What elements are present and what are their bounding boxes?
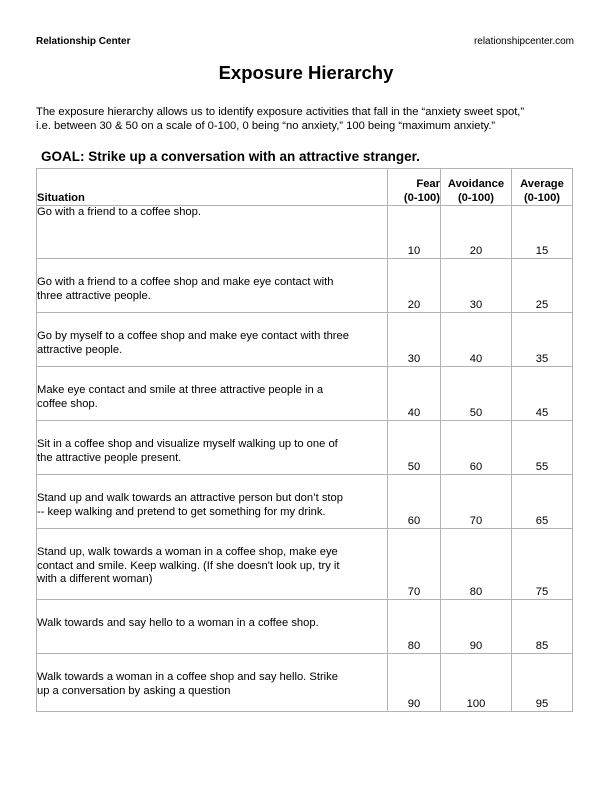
situation-line: with a different woman) (37, 573, 153, 585)
table-row (37, 654, 573, 712)
situation-line: up a conversation by asking a question (37, 684, 231, 697)
average-cell: 45 (512, 367, 573, 421)
average-cell: 85 (512, 600, 573, 654)
header-avoidance-label: Avoidance (447, 178, 505, 190)
avoidance-cell: 100 (441, 654, 512, 712)
situation-cell (37, 367, 388, 421)
situation-line: Sit in a coffee shop and visualize myself walking up to one of (37, 438, 338, 450)
situation-cell (37, 475, 388, 529)
table-header-row (37, 169, 573, 206)
header-situation (37, 169, 388, 206)
fear-cell: 70 (388, 529, 441, 600)
table-row (37, 475, 573, 529)
situation-cell (37, 421, 388, 475)
exposure-hierarchy-table (36, 168, 573, 712)
avoidance-cell: 90 (441, 600, 512, 654)
header-fear-scale: (0-100) (403, 191, 440, 204)
situation-line: the attractive people present. (37, 451, 182, 464)
header-avoidance (441, 169, 512, 206)
average-cell: 15 (512, 206, 573, 259)
fear-cell: 30 (388, 313, 441, 367)
fear-cell: 80 (388, 600, 441, 654)
goal-heading: GOAL: Strike up a conversation with an attractive stranger. (41, 149, 420, 164)
avoidance-cell: 70 (441, 475, 512, 529)
header-fear (388, 169, 441, 206)
header-situation-label: Situation (37, 191, 85, 204)
situation-line: -- keep walking and pretend to get something for my drink. (37, 505, 326, 518)
situation-cell (37, 206, 388, 259)
intro-line-1: The exposure hierarchy allows us to identify exposure activities that fall in the “anxiety sweet spot,” (36, 106, 525, 118)
header-average-label: Average (520, 178, 564, 190)
situation-line: Stand up and walk towards an attractive person but don’t stop (37, 492, 343, 504)
table-row (37, 600, 573, 654)
table-row (37, 421, 573, 475)
situation-line: Walk towards and say hello to a woman in a coffee shop. (37, 617, 319, 629)
situation-cell (37, 313, 388, 367)
fear-cell: 20 (388, 259, 441, 313)
table-row (37, 313, 573, 367)
intro-line-2: i.e. between 30 & 50 on a scale of 0-100, 0 being “no anxiety,” 100 being “maximum anxiety.” (36, 120, 496, 132)
average-cell: 65 (512, 475, 573, 529)
situation-cell (37, 259, 388, 313)
average-cell: 95 (512, 654, 573, 712)
fear-cell: 90 (388, 654, 441, 712)
avoidance-cell: 30 (441, 259, 512, 313)
situation-cell (37, 529, 388, 600)
average-cell: 75 (512, 529, 573, 600)
situation-line: Make eye contact and smile at three attractive people in a (37, 384, 324, 396)
situation-line: attractive people. (37, 343, 123, 356)
fear-cell: 50 (388, 421, 441, 475)
avoidance-cell: 50 (441, 367, 512, 421)
header-website: relationshipcenter.com (473, 36, 574, 47)
header-fear-label: Fear (416, 178, 440, 190)
avoidance-cell: 20 (441, 206, 512, 259)
header-average (512, 169, 573, 206)
page-title: Exposure Hierarchy (218, 62, 394, 83)
average-cell: 35 (512, 313, 573, 367)
table-row (37, 367, 573, 421)
situation-line: Go with a friend to a coffee shop and make eye contact with (37, 276, 334, 288)
average-cell: 55 (512, 421, 573, 475)
fear-cell: 40 (388, 367, 441, 421)
header-avoidance-scale: (0-100) (457, 191, 495, 204)
table-row (37, 529, 573, 600)
situation-cell (37, 654, 388, 712)
situation-line: coffee shop. (37, 397, 98, 410)
situation-line: Go by myself to a coffee shop and make eye contact with three (37, 330, 349, 342)
header-average-scale: (0-100) (523, 191, 561, 204)
situation-line: contact and smile. Keep walking. (If she doesn't look up, try it (37, 559, 340, 572)
situation-line: Go with a friend to a coffee shop. (37, 206, 201, 218)
situation-cell (37, 600, 388, 654)
table-row (37, 206, 573, 259)
fear-cell: 10 (388, 206, 441, 259)
avoidance-cell: 80 (441, 529, 512, 600)
fear-cell: 60 (388, 475, 441, 529)
situation-line: three attractive people. (37, 289, 151, 302)
situation-line: Stand up, walk towards a woman in a coffee shop, make eye (37, 546, 338, 558)
average-cell: 25 (512, 259, 573, 313)
situation-line: Walk towards a woman in a coffee shop and say hello. Strike (37, 671, 338, 683)
intro-paragraph (36, 105, 581, 133)
avoidance-cell: 60 (441, 421, 512, 475)
header-org-name: Relationship Center (36, 36, 131, 47)
table-row (37, 259, 573, 313)
avoidance-cell: 40 (441, 313, 512, 367)
